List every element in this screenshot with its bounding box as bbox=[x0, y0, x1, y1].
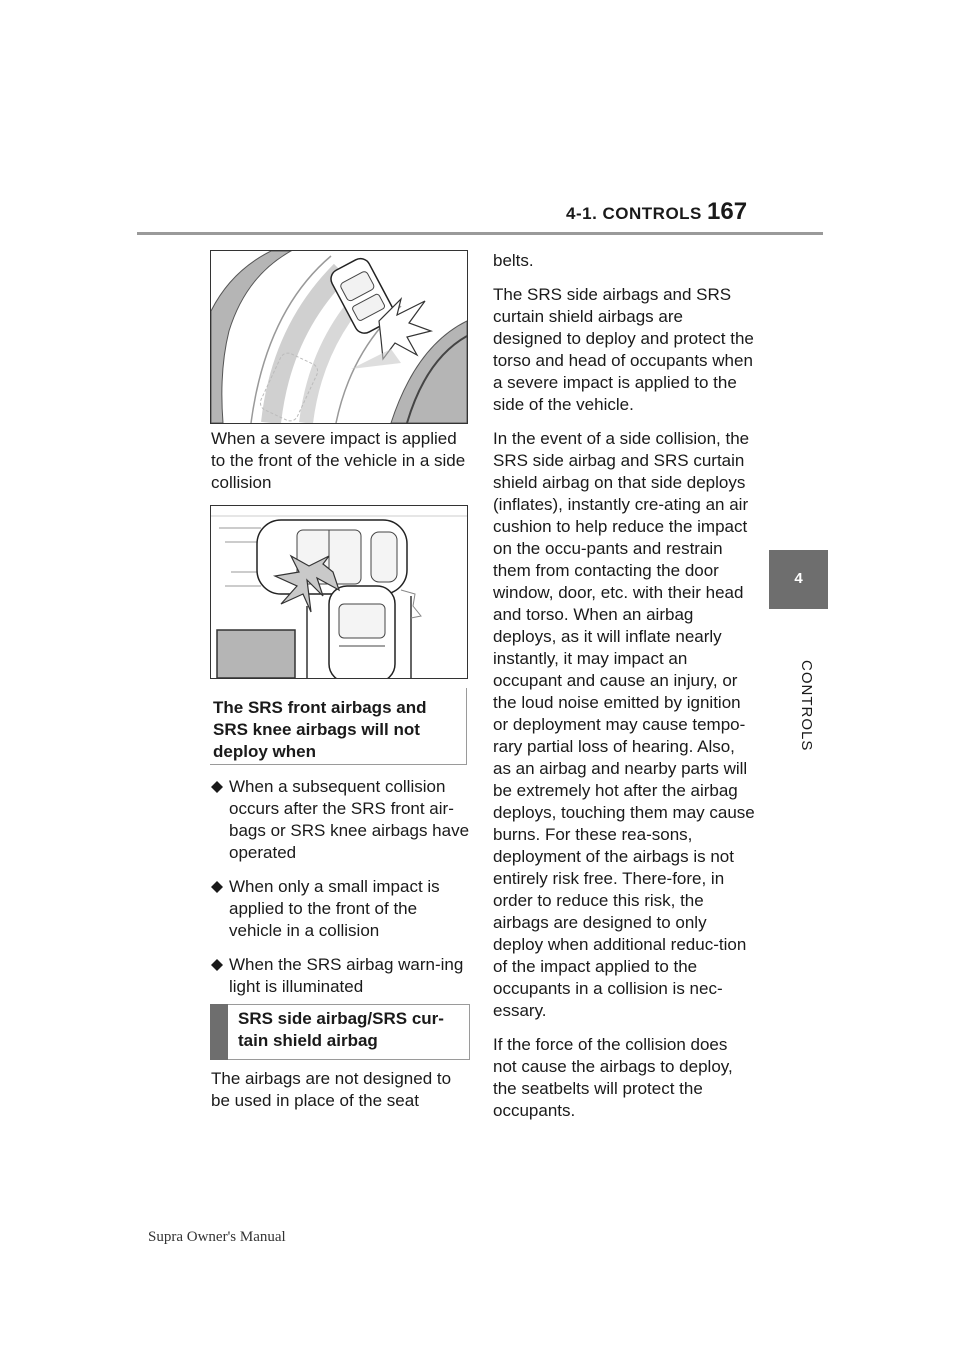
list-item-text: When a subsequent collision occurs after the SRS front air-bags or SRS knee airbags have operated bbox=[229, 777, 470, 862]
figure1-caption: When a severe impact is applied to the front of the vehicle in a side collision bbox=[211, 429, 466, 492]
diamond-bullet-icon bbox=[211, 781, 223, 793]
heading-accent-bar bbox=[210, 1004, 228, 1060]
heading-side-curtain-airbag: SRS side airbag/SRS cur-tain shield airbag bbox=[238, 1009, 444, 1050]
paragraph-not-seatbelt-replacement: The airbags are not designed to be used in place of the seat bbox=[211, 1069, 452, 1110]
paragraph: The SRS side airbags and SRS curtain shield airbags are designed to deploy and protect the torso and head of occupants when a severe impact is applied to the side of the vehicle. bbox=[493, 285, 754, 414]
list-item bbox=[211, 876, 473, 942]
footer-manual-title: Supra Owner's Manual bbox=[148, 1229, 286, 1245]
right-column-text bbox=[493, 250, 755, 1134]
paragraph: In the event of a side collision, the SRS side airbag and SRS curtain shield airbag on that side deploys (inflates), instantly cre-ating an air cushion to help reduce the impact on the occu-pants and restrain them from contacting the door window, door, etc. with their head and torso. When an airbag deploys, as it will inflate nearly instantly, it may impact an occupant and cause an injury, or the loud noise emitted by ignition or deployment may cause tempo-rary partial loss of hearing. Also, as an airbag and nearby parts will be extremely hot after the airbag deploys, touching them may cause burns. For these rea-sons, deployment of the airbags is not entirely risk free. There-fore, in order to reduce this risk, the airbags are designed to only deploy when additional reduc-tion of the impact applied to the occupants in a collision is nec-essary. bbox=[493, 429, 755, 1020]
list-item-text: When the SRS airbag warn-ing light is illuminated bbox=[229, 955, 464, 996]
diamond-bullet-icon bbox=[211, 959, 223, 971]
list-item-text: When only a small impact is applied to the front of the vehicle in a collision bbox=[229, 877, 440, 940]
heading-front-knee-airbags-not-deploy: The SRS front airbags and SRS knee airbags will not deploy when bbox=[213, 698, 427, 761]
illustration-side-collision bbox=[210, 505, 468, 679]
chapter-number: 4 bbox=[794, 570, 803, 587]
diamond-bullet-icon bbox=[211, 881, 223, 893]
illustration-oblique-collision bbox=[210, 250, 468, 424]
list-item bbox=[211, 954, 473, 998]
paragraph: If the force of the collision does not cause the airbags to deploy, the seatbelts will protect the occupants. bbox=[493, 1035, 733, 1120]
header-divider bbox=[137, 232, 823, 235]
paragraph: belts. bbox=[493, 251, 534, 270]
chapter-label: CONTROLS bbox=[798, 660, 815, 752]
section-title: 4-1. CONTROLS bbox=[566, 204, 702, 223]
list-item bbox=[211, 776, 473, 864]
no-deploy-conditions-list bbox=[211, 776, 473, 1010]
page-number: 167 bbox=[707, 198, 748, 225]
